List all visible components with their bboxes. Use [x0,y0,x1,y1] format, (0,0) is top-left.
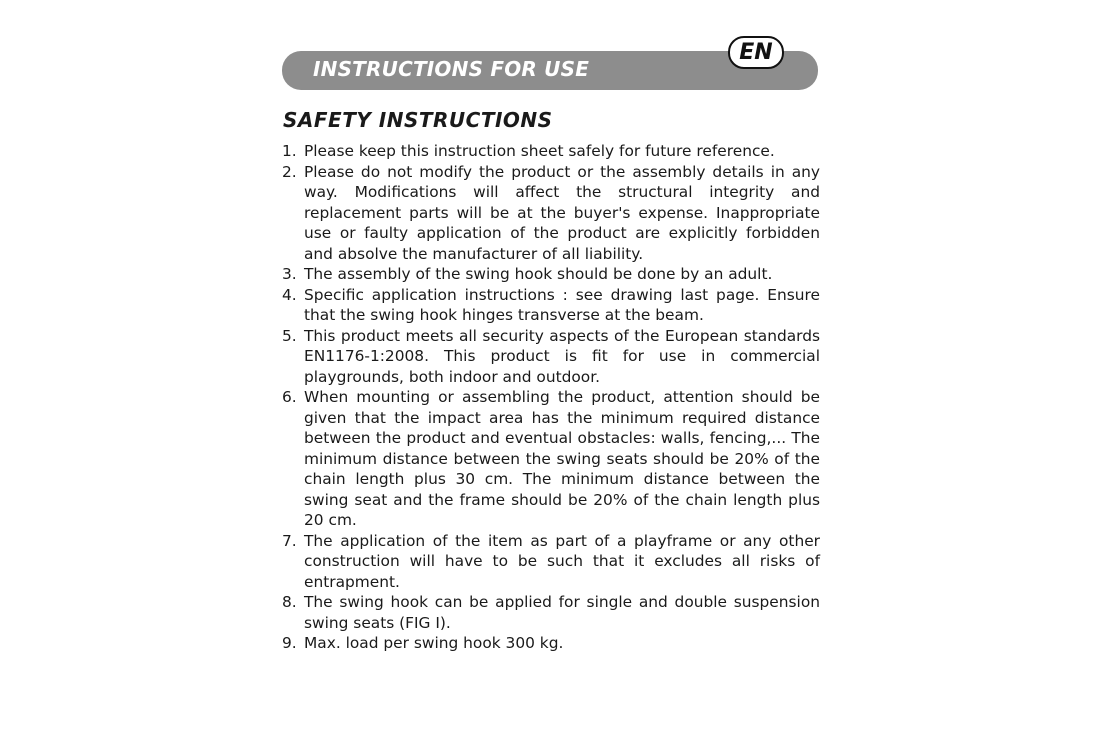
list-item [282,285,820,326]
item-number: 6. [282,388,297,406]
list-item [282,592,820,633]
item-text: When mounting or assembling the product, attention should be given that the impact area has the minimum required distance between the product and eventual obstacles: walls, fencing,... The minimum distance between the swing seats should be 20% of the chain length plus 30 cm. The minimum distance between the swing seat and the frame should be 20% of the chain length plus 20 cm. [304,388,820,529]
item-number: 7. [282,531,297,550]
list-item [282,162,820,265]
item-text: Specific application instructions : see drawing last page. Ensure that the swing hook hinges transverse at the beam. [304,285,820,324]
banner-title: INSTRUCTIONS FOR USE [313,57,590,81]
language-badge: EN [728,36,784,69]
list-item [282,326,820,388]
list-item [282,387,820,531]
item-number: 5. [282,326,297,345]
item-number: 9. [282,634,297,652]
item-number: 2. [282,162,297,181]
list-item [282,264,820,285]
list-item [282,531,820,593]
item-text: Please do not modify the product or the assembly details in any way. Modifications will affect the structural integrity and replacement parts will be at the buyer's expense. Inappropriate use or faulty application of the product are explicitly forbidden and absolve the manufacturer of all liability. [304,162,820,263]
item-text: The swing hook can be applied for single and double suspension swing seats (FIG I). [304,593,820,632]
item-number: 4. [282,285,297,304]
item-text: Please keep this instruction sheet safely for future reference. [304,142,775,160]
item-number: 1. [282,142,297,160]
item-text: The assembly of the swing hook should be done by an adult. [304,265,773,283]
item-text: This product meets all security aspects of the European standards EN1176-1:2008. This product is fit for use in commercial playgrounds, both indoor and outdoor. [304,326,820,386]
list-item [282,633,820,654]
item-number: 3. [282,265,297,283]
item-number: 8. [282,593,297,611]
item-text: The application of the item as part of a playframe or any other construction will have to be such that it excludes all risks of entrapment. [304,531,820,591]
item-text: Max. load per swing hook 300 kg. [304,634,564,652]
safety-instructions-list [282,141,820,654]
list-item [282,141,820,162]
section-title: SAFETY INSTRUCTIONS [283,108,553,132]
